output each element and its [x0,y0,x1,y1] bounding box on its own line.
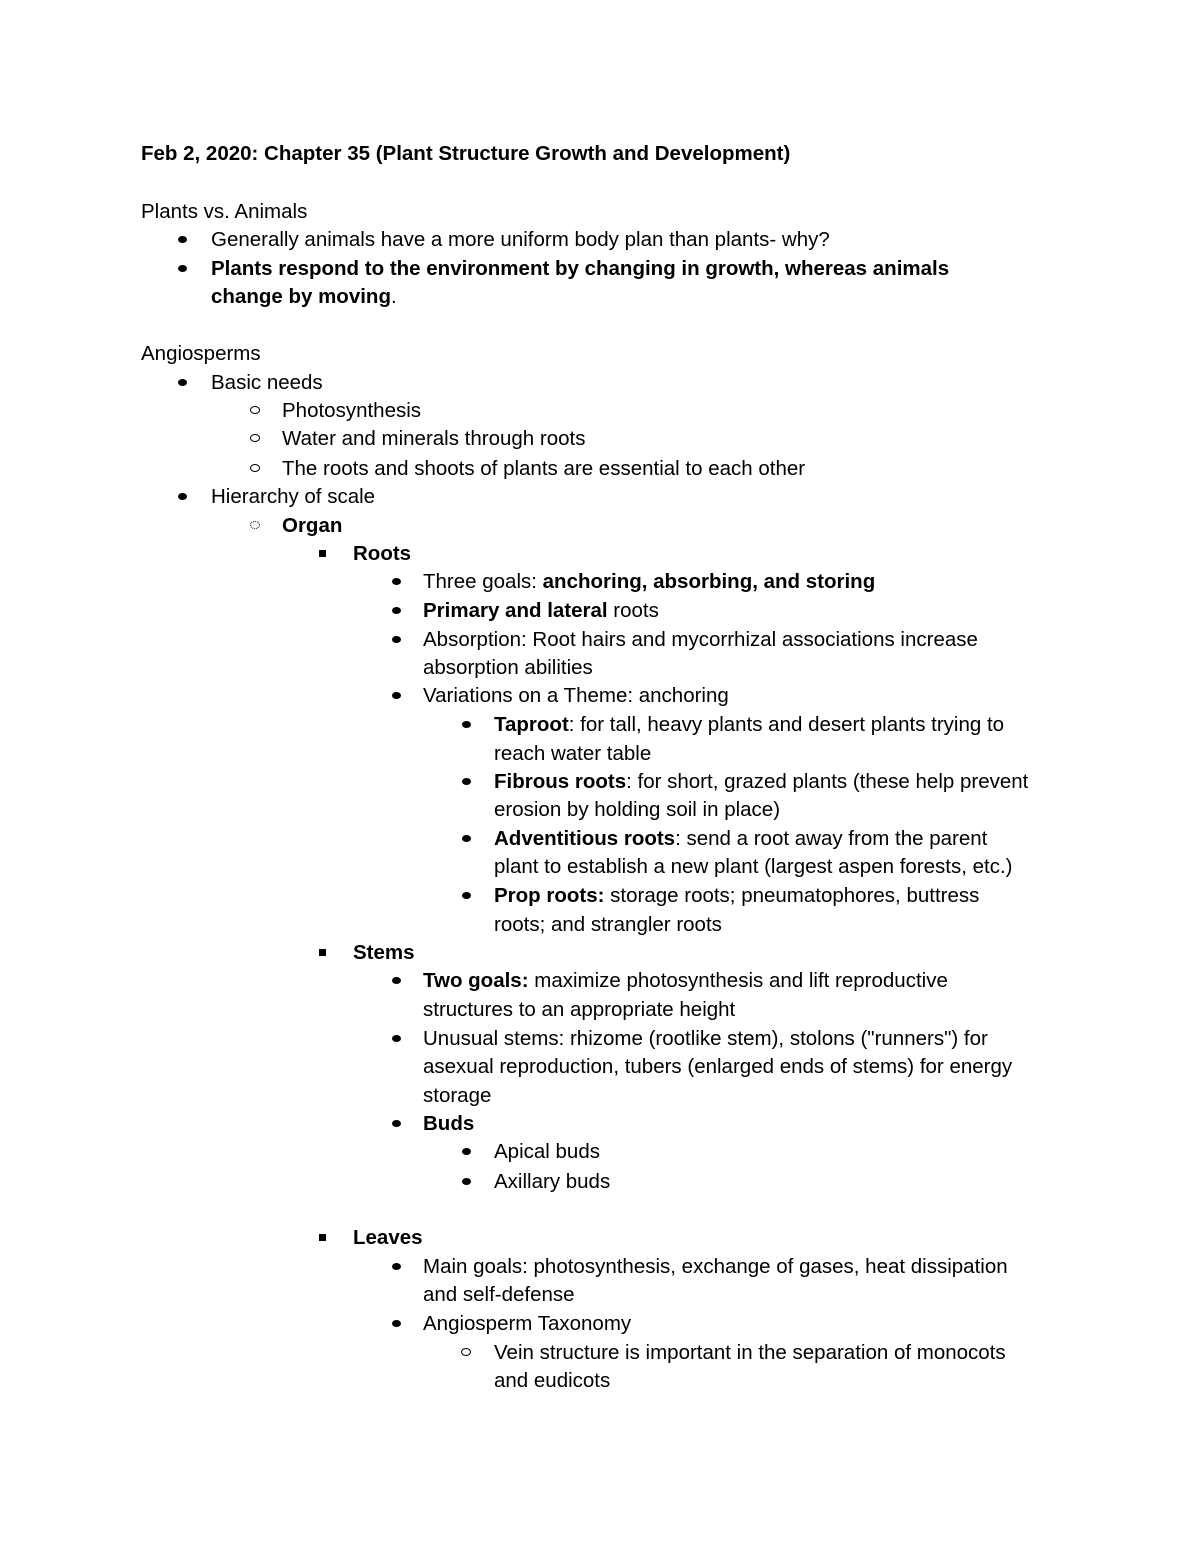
circle-bullet-icon [250,455,260,483]
list-item [0,397,1200,425]
disc-bullet-icon [391,1110,401,1138]
bold-text: change by moving [211,285,391,308]
section-heading-angiosperms [0,340,1200,368]
list-item-continuation [0,996,1200,1024]
list-item-text: Absorption: Root hairs and mycorrhizal associations increase [423,628,978,651]
disc-bullet-icon [461,711,471,739]
list-item-continuation [0,283,1200,311]
list-item [0,768,1200,796]
list-item [0,455,1200,483]
list-item [0,882,1200,910]
plain-text: . [390,285,397,308]
list-item-text: plant to establish a new plant (largest aspen forests, etc.) [494,855,1013,878]
disc-bullet-icon [391,568,401,596]
list-item [0,939,1200,967]
square-bullet-icon [317,939,327,967]
bold-text: Prop roots: [494,884,605,907]
disc-bullet-icon [391,626,401,654]
list-item [0,1224,1200,1252]
list-item-continuation [0,1053,1200,1081]
list-item-continuation [0,654,1200,682]
square-bullet-icon [317,1224,327,1252]
list-item [0,369,1200,397]
disc-bullet-icon [391,1253,401,1281]
page-title-line [0,140,1200,168]
list-item-text: Basic needs [211,371,323,394]
list-item [0,1339,1200,1367]
list-item-text: roots; and strangler roots [494,913,722,936]
list-item-text: Generally animals have a more uniform body plan than plants- why? [211,228,830,251]
list-item-text: Angiosperm Taxonomy [423,1312,632,1335]
plain-text: roots [607,599,659,622]
list-item-text: Water and minerals through roots [282,427,586,450]
circle-bullet-icon [461,1339,471,1367]
circle-bullet-icon [250,512,260,540]
disc-bullet-icon [461,768,471,796]
plain-text: Three goals: [423,570,543,593]
disc-bullet-icon [177,226,187,254]
disc-bullet-icon [461,882,471,910]
plain-text: storage roots; pneumatophores, buttress [604,884,980,907]
list-item-text: Leaves [353,1226,423,1249]
section-heading: Plants vs. Animals [141,200,308,223]
list-item [0,255,1200,283]
list-item-continuation [0,853,1200,881]
list-item [0,568,1200,596]
list-item-text: Main goals: photosynthesis, exchange of gases, heat dissipation [423,1255,1008,1278]
bold-text: Fibrous roots [494,770,627,793]
section-heading-plants-vs-animals [0,198,1200,226]
disc-bullet-icon [177,369,187,397]
list-item-text: Photosynthesis [282,399,422,422]
list-item-text: Unusual stems: rhizome (rootlike stem), stolons ("runners") for [423,1027,988,1050]
list-item [0,626,1200,654]
disc-bullet-icon [461,1168,471,1196]
list-item [0,1110,1200,1138]
list-item-text: asexual reproduction, tubers (enlarged ends of stems) for energy [423,1055,1013,1078]
section-heading: Angiosperms [141,342,261,365]
plain-text: maximize photosynthesis and lift reproductive [528,969,948,992]
list-item [0,512,1200,540]
list-item [0,226,1200,254]
square-bullet-icon [317,540,327,568]
list-item-text: and self-defense [423,1283,575,1306]
list-item [0,967,1200,995]
disc-bullet-icon [391,682,401,710]
list-item-continuation [0,1082,1200,1110]
list-item-text: Apical buds [494,1140,600,1163]
list-item-continuation [0,1367,1200,1395]
list-item [0,483,1200,511]
bold-text: Two goals: [423,969,529,992]
page-title: Feb 2, 2020: Chapter 35 (Plant Structure Growth and Development) [141,142,791,165]
disc-bullet-icon [177,255,187,283]
list-item-continuation [0,796,1200,824]
list-item [0,1253,1200,1281]
disc-bullet-icon [461,1138,471,1166]
list-item-text: Roots [353,542,412,565]
list-item-text: Organ [282,514,343,537]
list-item-text: absorption abilities [423,656,593,679]
disc-bullet-icon [391,967,401,995]
list-item-continuation [0,1281,1200,1309]
plain-text: : send a root away from the parent [675,827,988,850]
list-item-text: Vein structure is important in the separation of monocots [494,1341,1006,1364]
list-item-text: Stems [353,941,415,964]
list-item-text: structures to an appropriate height [423,998,736,1021]
disc-bullet-icon [391,597,401,625]
list-item [0,1310,1200,1338]
list-item-text: and eudicots [494,1369,611,1392]
bold-text: Adventitious roots [494,827,676,850]
list-item-text: Hierarchy of scale [211,485,376,508]
list-item [0,1025,1200,1053]
circle-bullet-icon [250,397,260,425]
list-item [0,682,1200,710]
bold-text: Taproot [494,713,569,736]
list-item-text: reach water table [494,742,652,765]
list-item [0,597,1200,625]
list-item-text: Plants respond to the environment by changing in growth, whereas animals [211,257,950,280]
list-item-text: Buds [423,1112,475,1135]
circle-bullet-icon [250,425,260,453]
list-item-text: storage [423,1084,492,1107]
plain-text: : for tall, heavy plants and desert plants trying to [568,713,1005,736]
disc-bullet-icon [391,1025,401,1053]
disc-bullet-icon [177,483,187,511]
list-item-continuation [0,911,1200,939]
list-item [0,425,1200,453]
list-item [0,1168,1200,1196]
list-item [0,711,1200,739]
plain-text: : for short, grazed plants (these help prevent [626,770,1029,793]
list-item-text: Variations on a Theme: anchoring [423,684,729,707]
list-item-text: The roots and shoots of plants are essential to each other [282,457,806,480]
list-item-continuation [0,740,1200,768]
list-item-text: erosion by holding soil in place) [494,798,781,821]
list-item [0,1138,1200,1166]
disc-bullet-icon [461,825,471,853]
bold-text: Primary and lateral [423,599,608,622]
list-item [0,825,1200,853]
list-item-text: Axillary buds [494,1170,611,1193]
bold-text: anchoring, absorbing, and storing [542,570,876,593]
disc-bullet-icon [391,1310,401,1338]
list-item [0,540,1200,568]
